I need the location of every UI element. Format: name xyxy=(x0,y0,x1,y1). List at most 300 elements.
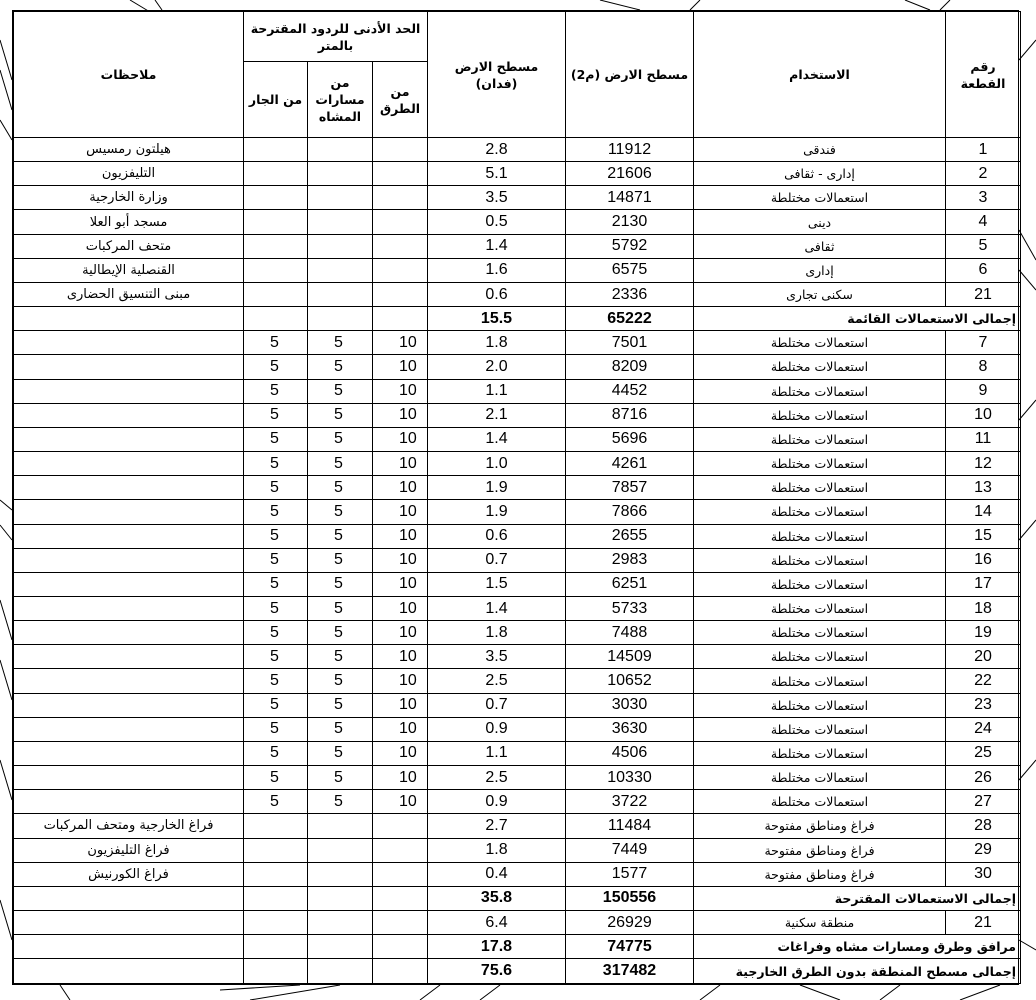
setback-neighbor-cell: 5 xyxy=(244,790,308,814)
notes-cell xyxy=(14,403,244,427)
notes-cell xyxy=(14,766,244,790)
setback-roads-cell xyxy=(373,862,428,886)
setback-roads-cell: 10 xyxy=(373,427,428,451)
proposed-total-row-m2: 150556 xyxy=(566,886,694,910)
table-row xyxy=(14,427,1021,451)
area-m2-cell: 2983 xyxy=(566,548,694,572)
use-cell: استعمالات مختلطة xyxy=(694,548,946,572)
setback-walkways-cell: 5 xyxy=(308,766,373,790)
use-cell: استعمالات مختلطة xyxy=(694,790,946,814)
plot-number-cell: 30 xyxy=(946,862,1021,886)
notes-cell: فراغ الخارجية ومتحف المركبات xyxy=(14,814,244,838)
area-feddan-cell: 1.4 xyxy=(428,427,566,451)
plot-number-cell: 18 xyxy=(946,596,1021,620)
empty-cell xyxy=(14,959,244,984)
setback-neighbor-cell: 5 xyxy=(244,500,308,524)
setback-neighbor-cell xyxy=(244,234,308,258)
services-total-row-feddan: 17.8 xyxy=(428,935,566,959)
table-row xyxy=(14,476,1021,500)
notes-cell xyxy=(14,452,244,476)
plot-number-cell: 14 xyxy=(946,500,1021,524)
setback-walkways-cell: 5 xyxy=(308,669,373,693)
empty-cell xyxy=(308,886,373,910)
table-row xyxy=(14,572,1021,596)
empty-cell xyxy=(373,959,428,984)
table-row xyxy=(14,669,1021,693)
setback-neighbor-cell: 5 xyxy=(244,452,308,476)
empty-cell xyxy=(244,935,308,959)
area-m2-cell: 21606 xyxy=(566,162,694,186)
grand-total-row-m2: 317482 xyxy=(566,959,694,984)
use-cell: دينى xyxy=(694,210,946,234)
use-cell: استعمالات مختلطة xyxy=(694,379,946,403)
notes-cell xyxy=(14,572,244,596)
setback-roads-cell: 10 xyxy=(373,669,428,693)
area-m2-cell: 2130 xyxy=(566,210,694,234)
table-row xyxy=(14,282,1021,306)
use-cell: استعمالات مختلطة xyxy=(694,355,946,379)
plot-number-cell: 16 xyxy=(946,548,1021,572)
plot-number-cell: 11 xyxy=(946,427,1021,451)
area-feddan-cell: 6.4 xyxy=(428,911,566,935)
use-cell: استعمالات مختلطة xyxy=(694,669,946,693)
setback-walkways-cell xyxy=(308,162,373,186)
area-m2-cell: 7857 xyxy=(566,476,694,500)
area-m2-cell: 8716 xyxy=(566,403,694,427)
notes-cell xyxy=(14,741,244,765)
setback-walkways-cell: 5 xyxy=(308,379,373,403)
setback-walkways-cell: 5 xyxy=(308,500,373,524)
setback-roads-cell xyxy=(373,911,428,935)
area-feddan-cell: 1.4 xyxy=(428,596,566,620)
table-row xyxy=(14,162,1021,186)
existing-total-row-label: إجمالى الاستعمالات القائمة xyxy=(694,307,1021,331)
notes-cell xyxy=(14,596,244,620)
use-cell: استعمالات مختلطة xyxy=(694,645,946,669)
use-cell: فراغ ومناطق مفتوحة xyxy=(694,838,946,862)
area-feddan-cell: 2.5 xyxy=(428,766,566,790)
table-row xyxy=(14,500,1021,524)
table-row xyxy=(14,355,1021,379)
table-row xyxy=(14,645,1021,669)
plot-number-cell: 21 xyxy=(946,911,1021,935)
setback-roads-cell xyxy=(373,258,428,282)
use-cell: استعمالات مختلطة xyxy=(694,572,946,596)
setback-walkways-cell: 5 xyxy=(308,403,373,427)
header-setback-neighbor: من الجار xyxy=(244,62,308,138)
area-feddan-cell: 0.7 xyxy=(428,693,566,717)
setback-walkways-cell xyxy=(308,282,373,306)
table-row xyxy=(14,379,1021,403)
area-m2-cell: 5733 xyxy=(566,596,694,620)
setback-neighbor-cell: 5 xyxy=(244,741,308,765)
setback-neighbor-cell: 5 xyxy=(244,621,308,645)
area-feddan-cell: 5.1 xyxy=(428,162,566,186)
table-row xyxy=(14,862,1021,886)
notes-cell xyxy=(14,379,244,403)
use-cell: استعمالات مختلطة xyxy=(694,500,946,524)
services-total-row-label: مرافق وطرق ومسارات مشاه وفراغات xyxy=(694,935,1021,959)
table-row xyxy=(14,258,1021,282)
plot-number-cell: 10 xyxy=(946,403,1021,427)
setback-walkways-cell: 5 xyxy=(308,452,373,476)
table-row xyxy=(14,210,1021,234)
area-feddan-cell: 1.1 xyxy=(428,379,566,403)
setback-neighbor-cell: 5 xyxy=(244,476,308,500)
table-row xyxy=(14,331,1021,355)
setback-walkways-cell: 5 xyxy=(308,621,373,645)
proposed-total-row-label: إجمالى الاستعمالات المقترحة xyxy=(694,886,1021,910)
plot-number-cell: 6 xyxy=(946,258,1021,282)
setback-roads-cell: 10 xyxy=(373,572,428,596)
plot-number-cell: 3 xyxy=(946,186,1021,210)
empty-cell xyxy=(373,886,428,910)
table-row xyxy=(14,524,1021,548)
use-cell: إدارى xyxy=(694,258,946,282)
plot-number-cell: 1 xyxy=(946,138,1021,162)
setback-roads-cell: 10 xyxy=(373,766,428,790)
plot-number-cell: 8 xyxy=(946,355,1021,379)
setback-neighbor-cell xyxy=(244,814,308,838)
table-row xyxy=(14,814,1021,838)
empty-cell xyxy=(308,935,373,959)
use-cell: استعمالات مختلطة xyxy=(694,524,946,548)
setback-roads-cell: 10 xyxy=(373,476,428,500)
empty-cell xyxy=(14,886,244,910)
setback-roads-cell xyxy=(373,162,428,186)
setback-walkways-cell xyxy=(308,210,373,234)
proposed-total-row xyxy=(14,886,1021,910)
plot-number-cell: 24 xyxy=(946,717,1021,741)
notes-cell xyxy=(14,524,244,548)
area-m2-cell: 2336 xyxy=(566,282,694,306)
plot-number-cell: 5 xyxy=(946,234,1021,258)
plot-number-cell: 23 xyxy=(946,693,1021,717)
setback-roads-cell xyxy=(373,210,428,234)
setback-roads-cell: 10 xyxy=(373,596,428,620)
header-use: الاستخدام xyxy=(694,12,946,138)
area-m2-cell: 3030 xyxy=(566,693,694,717)
setback-neighbor-cell xyxy=(244,282,308,306)
area-feddan-cell: 2.5 xyxy=(428,669,566,693)
use-cell: استعمالات مختلطة xyxy=(694,331,946,355)
setback-walkways-cell xyxy=(308,258,373,282)
area-m2-cell: 11912 xyxy=(566,138,694,162)
setback-neighbor-cell: 5 xyxy=(244,717,308,741)
setback-roads-cell: 10 xyxy=(373,524,428,548)
area-m2-cell: 7488 xyxy=(566,621,694,645)
empty-cell xyxy=(244,307,308,331)
setback-neighbor-cell xyxy=(244,258,308,282)
setback-neighbor-cell: 5 xyxy=(244,355,308,379)
setback-walkways-cell: 5 xyxy=(308,596,373,620)
area-m2-cell: 7866 xyxy=(566,500,694,524)
notes-cell xyxy=(14,790,244,814)
plot-number-cell: 21 xyxy=(946,282,1021,306)
notes-cell: فراغ الكورنيش xyxy=(14,862,244,886)
table-row xyxy=(14,766,1021,790)
table-row xyxy=(14,693,1021,717)
setback-roads-cell: 10 xyxy=(373,693,428,717)
use-cell: استعمالات مختلطة xyxy=(694,621,946,645)
setback-roads-cell: 10 xyxy=(373,741,428,765)
setback-roads-cell: 10 xyxy=(373,379,428,403)
empty-cell xyxy=(14,935,244,959)
setback-roads-cell: 10 xyxy=(373,717,428,741)
plot-number-cell: 26 xyxy=(946,766,1021,790)
area-m2-cell: 26929 xyxy=(566,911,694,935)
notes-cell xyxy=(14,693,244,717)
setback-walkways-cell xyxy=(308,234,373,258)
proposed-total-row-feddan: 35.8 xyxy=(428,886,566,910)
setback-walkways-cell: 5 xyxy=(308,693,373,717)
header-setback-walkways: من مسارات المشاه xyxy=(308,62,373,138)
area-feddan-cell: 1.0 xyxy=(428,452,566,476)
grand-total-row xyxy=(14,959,1021,984)
setback-roads-cell xyxy=(373,282,428,306)
land-use-table xyxy=(13,11,1021,984)
setback-roads-cell: 10 xyxy=(373,331,428,355)
notes-cell xyxy=(14,669,244,693)
plot-number-cell: 9 xyxy=(946,379,1021,403)
plot-number-cell: 15 xyxy=(946,524,1021,548)
existing-total-row xyxy=(14,307,1021,331)
use-cell: استعمالات مختلطة xyxy=(694,741,946,765)
area-feddan-cell: 3.5 xyxy=(428,186,566,210)
use-cell: فراغ ومناطق مفتوحة xyxy=(694,814,946,838)
setback-roads-cell: 10 xyxy=(373,355,428,379)
setback-neighbor-cell xyxy=(244,838,308,862)
setback-roads-cell: 10 xyxy=(373,790,428,814)
area-m2-cell: 14871 xyxy=(566,186,694,210)
setback-walkways-cell: 5 xyxy=(308,548,373,572)
table-row xyxy=(14,403,1021,427)
area-feddan-cell: 2.0 xyxy=(428,355,566,379)
setback-roads-cell xyxy=(373,814,428,838)
header-setback-group: الحد الأدنى للردود المقترحة بالمتر xyxy=(244,12,428,62)
area-feddan-cell: 1.5 xyxy=(428,572,566,596)
plot-number-cell: 22 xyxy=(946,669,1021,693)
use-cell: استعمالات مختلطة xyxy=(694,596,946,620)
table-body xyxy=(14,138,1021,984)
use-cell: إدارى - ثقافى xyxy=(694,162,946,186)
area-m2-cell: 6575 xyxy=(566,258,694,282)
area-feddan-cell: 0.7 xyxy=(428,548,566,572)
notes-cell xyxy=(14,548,244,572)
setback-walkways-cell xyxy=(308,138,373,162)
use-cell: فراغ ومناطق مفتوحة xyxy=(694,862,946,886)
area-m2-cell: 2655 xyxy=(566,524,694,548)
area-m2-cell: 3722 xyxy=(566,790,694,814)
notes-cell xyxy=(14,500,244,524)
grand-total-row-feddan: 75.6 xyxy=(428,959,566,984)
table-row xyxy=(14,741,1021,765)
area-m2-cell: 8209 xyxy=(566,355,694,379)
empty-cell xyxy=(244,959,308,984)
setback-neighbor-cell xyxy=(244,162,308,186)
use-cell: سكنى تجارى xyxy=(694,282,946,306)
use-cell: منطقة سكنية xyxy=(694,911,946,935)
notes-cell xyxy=(14,355,244,379)
setback-roads-cell: 10 xyxy=(373,500,428,524)
plot-number-cell: 25 xyxy=(946,741,1021,765)
use-cell: فندقى xyxy=(694,138,946,162)
notes-cell xyxy=(14,621,244,645)
empty-cell xyxy=(308,959,373,984)
area-feddan-cell: 2.1 xyxy=(428,403,566,427)
setback-roads-cell: 10 xyxy=(373,403,428,427)
plot-number-cell: 28 xyxy=(946,814,1021,838)
header-notes: ملاحظات xyxy=(14,12,244,138)
area-m2-cell: 11484 xyxy=(566,814,694,838)
table-row xyxy=(14,621,1021,645)
setback-roads-cell xyxy=(373,186,428,210)
setback-roads-cell xyxy=(373,838,428,862)
setback-neighbor-cell: 5 xyxy=(244,379,308,403)
notes-cell: فراغ التليفزيون xyxy=(14,838,244,862)
plot-number-cell: 17 xyxy=(946,572,1021,596)
existing-total-row-m2: 65222 xyxy=(566,307,694,331)
setback-neighbor-cell: 5 xyxy=(244,548,308,572)
use-cell: استعمالات مختلطة xyxy=(694,717,946,741)
plot-number-cell: 27 xyxy=(946,790,1021,814)
area-feddan-cell: 0.9 xyxy=(428,790,566,814)
area-m2-cell: 4261 xyxy=(566,452,694,476)
setback-neighbor-cell: 5 xyxy=(244,572,308,596)
setback-roads-cell: 10 xyxy=(373,645,428,669)
use-cell: استعمالات مختلطة xyxy=(694,452,946,476)
setback-walkways-cell: 5 xyxy=(308,476,373,500)
notes-cell xyxy=(14,331,244,355)
area-m2-cell: 5696 xyxy=(566,427,694,451)
use-cell: استعمالات مختلطة xyxy=(694,766,946,790)
setback-neighbor-cell xyxy=(244,911,308,935)
plot-number-cell: 19 xyxy=(946,621,1021,645)
setback-walkways-cell xyxy=(308,862,373,886)
setback-neighbor-cell: 5 xyxy=(244,766,308,790)
area-feddan-cell: 0.6 xyxy=(428,282,566,306)
use-cell: استعمالات مختلطة xyxy=(694,403,946,427)
area-feddan-cell: 1.8 xyxy=(428,621,566,645)
plot-number-cell: 29 xyxy=(946,838,1021,862)
use-cell: استعمالات مختلطة xyxy=(694,476,946,500)
area-feddan-cell: 0.6 xyxy=(428,524,566,548)
plot-number-cell: 13 xyxy=(946,476,1021,500)
setback-neighbor-cell: 5 xyxy=(244,331,308,355)
setback-walkways-cell: 5 xyxy=(308,717,373,741)
empty-cell xyxy=(373,307,428,331)
setback-walkways-cell xyxy=(308,838,373,862)
use-cell: ثقافى xyxy=(694,234,946,258)
setback-neighbor-cell xyxy=(244,862,308,886)
setback-neighbor-cell xyxy=(244,210,308,234)
setback-walkways-cell: 5 xyxy=(308,572,373,596)
area-feddan-cell: 0.9 xyxy=(428,717,566,741)
area-feddan-cell: 3.5 xyxy=(428,645,566,669)
area-feddan-cell: 1.9 xyxy=(428,476,566,500)
notes-cell: التليفزيون xyxy=(14,162,244,186)
table-row xyxy=(14,452,1021,476)
area-m2-cell: 4452 xyxy=(566,379,694,403)
use-cell: استعمالات مختلطة xyxy=(694,427,946,451)
empty-cell xyxy=(308,307,373,331)
area-feddan-cell: 1.8 xyxy=(428,838,566,862)
setback-walkways-cell xyxy=(308,814,373,838)
area-feddan-cell: 1.6 xyxy=(428,258,566,282)
area-feddan-cell: 1.4 xyxy=(428,234,566,258)
empty-cell xyxy=(14,307,244,331)
area-feddan-cell: 1.9 xyxy=(428,500,566,524)
setback-roads-cell: 10 xyxy=(373,548,428,572)
setback-walkways-cell: 5 xyxy=(308,331,373,355)
notes-cell: القنصلية الإيطالية xyxy=(14,258,244,282)
plot-number-cell: 4 xyxy=(946,210,1021,234)
area-m2-cell: 1577 xyxy=(566,862,694,886)
header-setback-roads: من الطرق xyxy=(373,62,428,138)
setback-walkways-cell: 5 xyxy=(308,645,373,669)
notes-cell: مبنى التنسيق الحضارى xyxy=(14,282,244,306)
notes-cell: وزارة الخارجية xyxy=(14,186,244,210)
notes-cell xyxy=(14,476,244,500)
area-feddan-cell: 2.8 xyxy=(428,138,566,162)
use-cell: استعمالات مختلطة xyxy=(694,693,946,717)
area-m2-cell: 6251 xyxy=(566,572,694,596)
header-area-feddan: مسطح الارض (فدان) xyxy=(428,12,566,138)
setback-walkways-cell: 5 xyxy=(308,790,373,814)
notes-cell xyxy=(14,911,244,935)
area-m2-cell: 5792 xyxy=(566,234,694,258)
setback-neighbor-cell xyxy=(244,138,308,162)
table-row xyxy=(14,186,1021,210)
table-row xyxy=(14,717,1021,741)
setback-neighbor-cell: 5 xyxy=(244,669,308,693)
notes-cell: متحف المركبات xyxy=(14,234,244,258)
land-use-table-sheet xyxy=(12,10,1019,985)
area-m2-cell: 14509 xyxy=(566,645,694,669)
plot-number-cell: 12 xyxy=(946,452,1021,476)
header-area-m2: مسطح الارض (م2) xyxy=(566,12,694,138)
setback-roads-cell xyxy=(373,234,428,258)
setback-neighbor-cell: 5 xyxy=(244,693,308,717)
notes-cell xyxy=(14,717,244,741)
setback-walkways-cell: 5 xyxy=(308,741,373,765)
area-m2-cell: 7501 xyxy=(566,331,694,355)
notes-cell xyxy=(14,427,244,451)
notes-cell: مسجد أبو العلا xyxy=(14,210,244,234)
setback-roads-cell: 10 xyxy=(373,452,428,476)
grand-total-row-label: إجمالى مسطح المنطقة بدون الطرق الخارجية xyxy=(694,959,1021,984)
setback-walkways-cell xyxy=(308,911,373,935)
plot-number-cell: 2 xyxy=(946,162,1021,186)
services-total-row xyxy=(14,935,1021,959)
table-row xyxy=(14,790,1021,814)
setback-neighbor-cell: 5 xyxy=(244,645,308,669)
setback-walkways-cell: 5 xyxy=(308,427,373,451)
plot-number-cell: 7 xyxy=(946,331,1021,355)
plot-number-cell: 20 xyxy=(946,645,1021,669)
area-m2-cell: 4506 xyxy=(566,741,694,765)
table-row xyxy=(14,138,1021,162)
area-feddan-cell: 0.5 xyxy=(428,210,566,234)
area-m2-cell: 7449 xyxy=(566,838,694,862)
setback-neighbor-cell: 5 xyxy=(244,403,308,427)
setback-neighbor-cell xyxy=(244,186,308,210)
table-row xyxy=(14,548,1021,572)
notes-cell: هيلتون رمسيس xyxy=(14,138,244,162)
table-row xyxy=(14,911,1021,935)
area-feddan-cell: 1.1 xyxy=(428,741,566,765)
area-feddan-cell: 1.8 xyxy=(428,331,566,355)
